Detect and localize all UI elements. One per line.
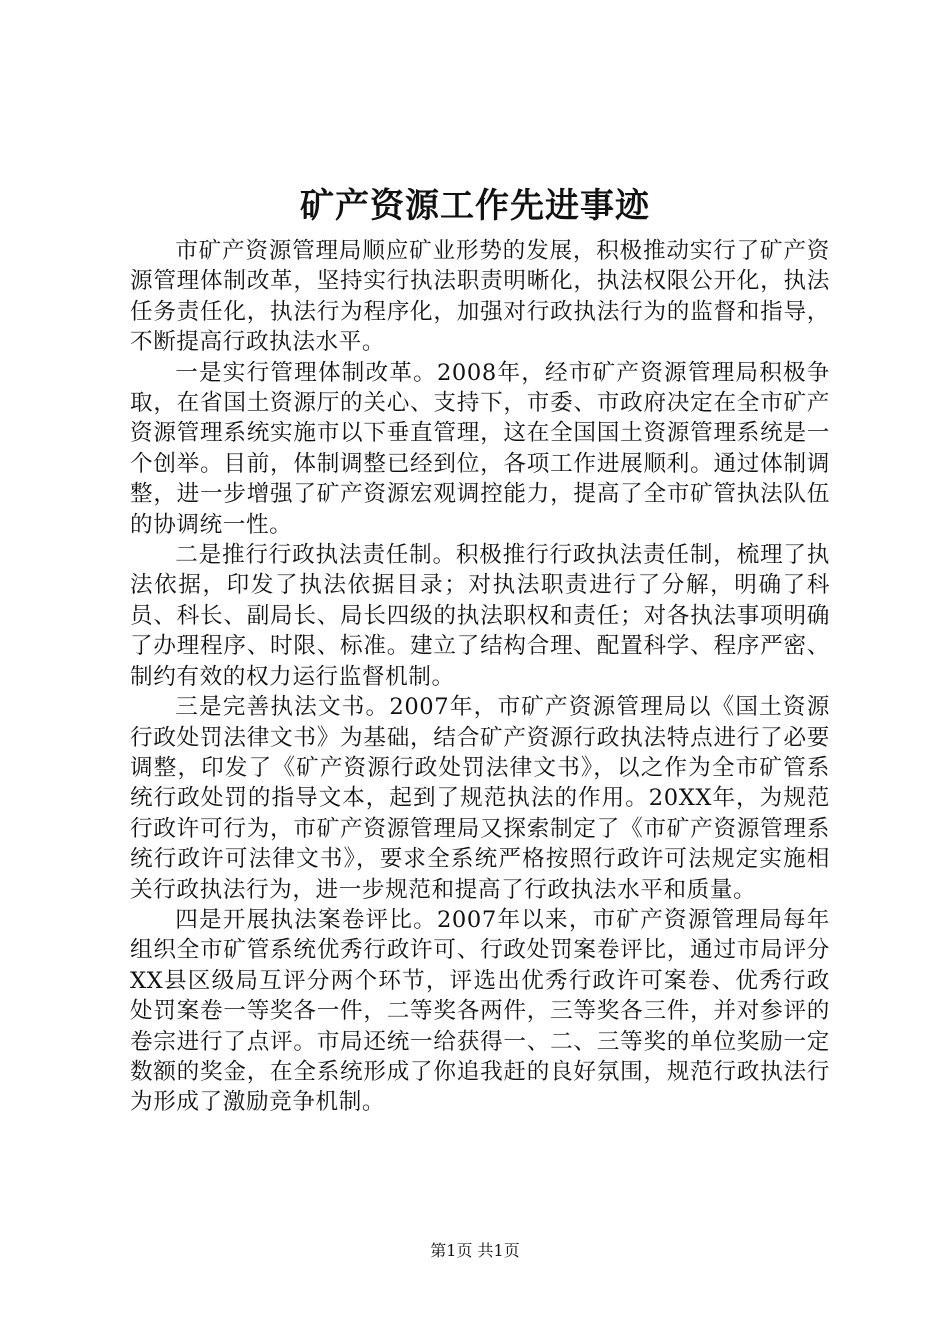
paragraph-case-evaluation: 四是开展执法案卷评比。2007年以来，市矿产资源管理局每年组织全市矿管系统优秀行政许可、行政处罚案卷评比，通过市局评分XX县区级局互评分两个环节，评选出优秀行政许可案卷、优秀行政处罚案卷一等奖各一件，二等奖各两件，三等奖各三件，并对参评的卷宗进行了点评。市局还统一给获得一、二、三等奖的单位奖励一定数额的奖金，在全系统形成了你追我赶的良好氛围，规范行政执法行为形成了激励竞争机制。 bbox=[130, 906, 830, 1116]
paragraph-legal-documents: 三是完善执法文书。2007年，市矿产资源管理局以《国土资源行政处罚法律文书》为基础，结合矿产资源行政执法特点进行了必要调整，印发了《矿产资源行政处罚法律文书》，以之作为全市矿管系统行政处罚的指导文本，起到了规范执法的作用。20XX年，为规范行政许可行为，市矿产资源管理局又探索制定了《市矿产资源管理系统行政许可法律文书》，要求全系统严格按照行政许可法规定实施相关行政执法行为，进一步规范和提高了行政执法水平和质量。 bbox=[130, 694, 830, 903]
document-title: 矿产资源工作先进事迹 bbox=[300, 186, 650, 226]
paragraph-management-reform: 一是实行管理体制改革。2008年，经市矿产资源管理局积极争取，在省国土资源厅的关心、支持下，市委、市政府决定在全市矿产资源管理系统实施市以下垂直管理，这在全国国土资源管理系统是一个创举。目前，体制调整已经到位，各项工作进展顺利。通过体制调整，进一步增强了矿产资源宏观调控能力，提高了全市矿管执法队伍的协调统一性。 bbox=[130, 359, 830, 538]
page-number-footer: 第1页 共1页 bbox=[430, 1241, 520, 1260]
paragraph-responsibility-system: 二是推行行政执法责任制。积极推行行政执法责任制，梳理了执法依据，印发了执法依据目录；对执法职责进行了分解，明确了科员、科长、副局长、局长四级的执法职权和责任；对各执法事项明确了办理程序、时限、标准。建立了结构合理、配置科学、程序严密、制约有效的权力运行监督机制。 bbox=[130, 542, 830, 690]
paragraph-intro: 市矿产资源管理局顺应矿业形势的发展，积极推动实行了矿产资源管理体制改革，坚持实行执法职责明晰化，执法权限公开化，执法任务责任化，执法行为程序化，加强对行政执法行为的监督和指导，不断提高行政执法水平。 bbox=[130, 238, 830, 356]
document-body bbox=[130, 236, 830, 1118]
